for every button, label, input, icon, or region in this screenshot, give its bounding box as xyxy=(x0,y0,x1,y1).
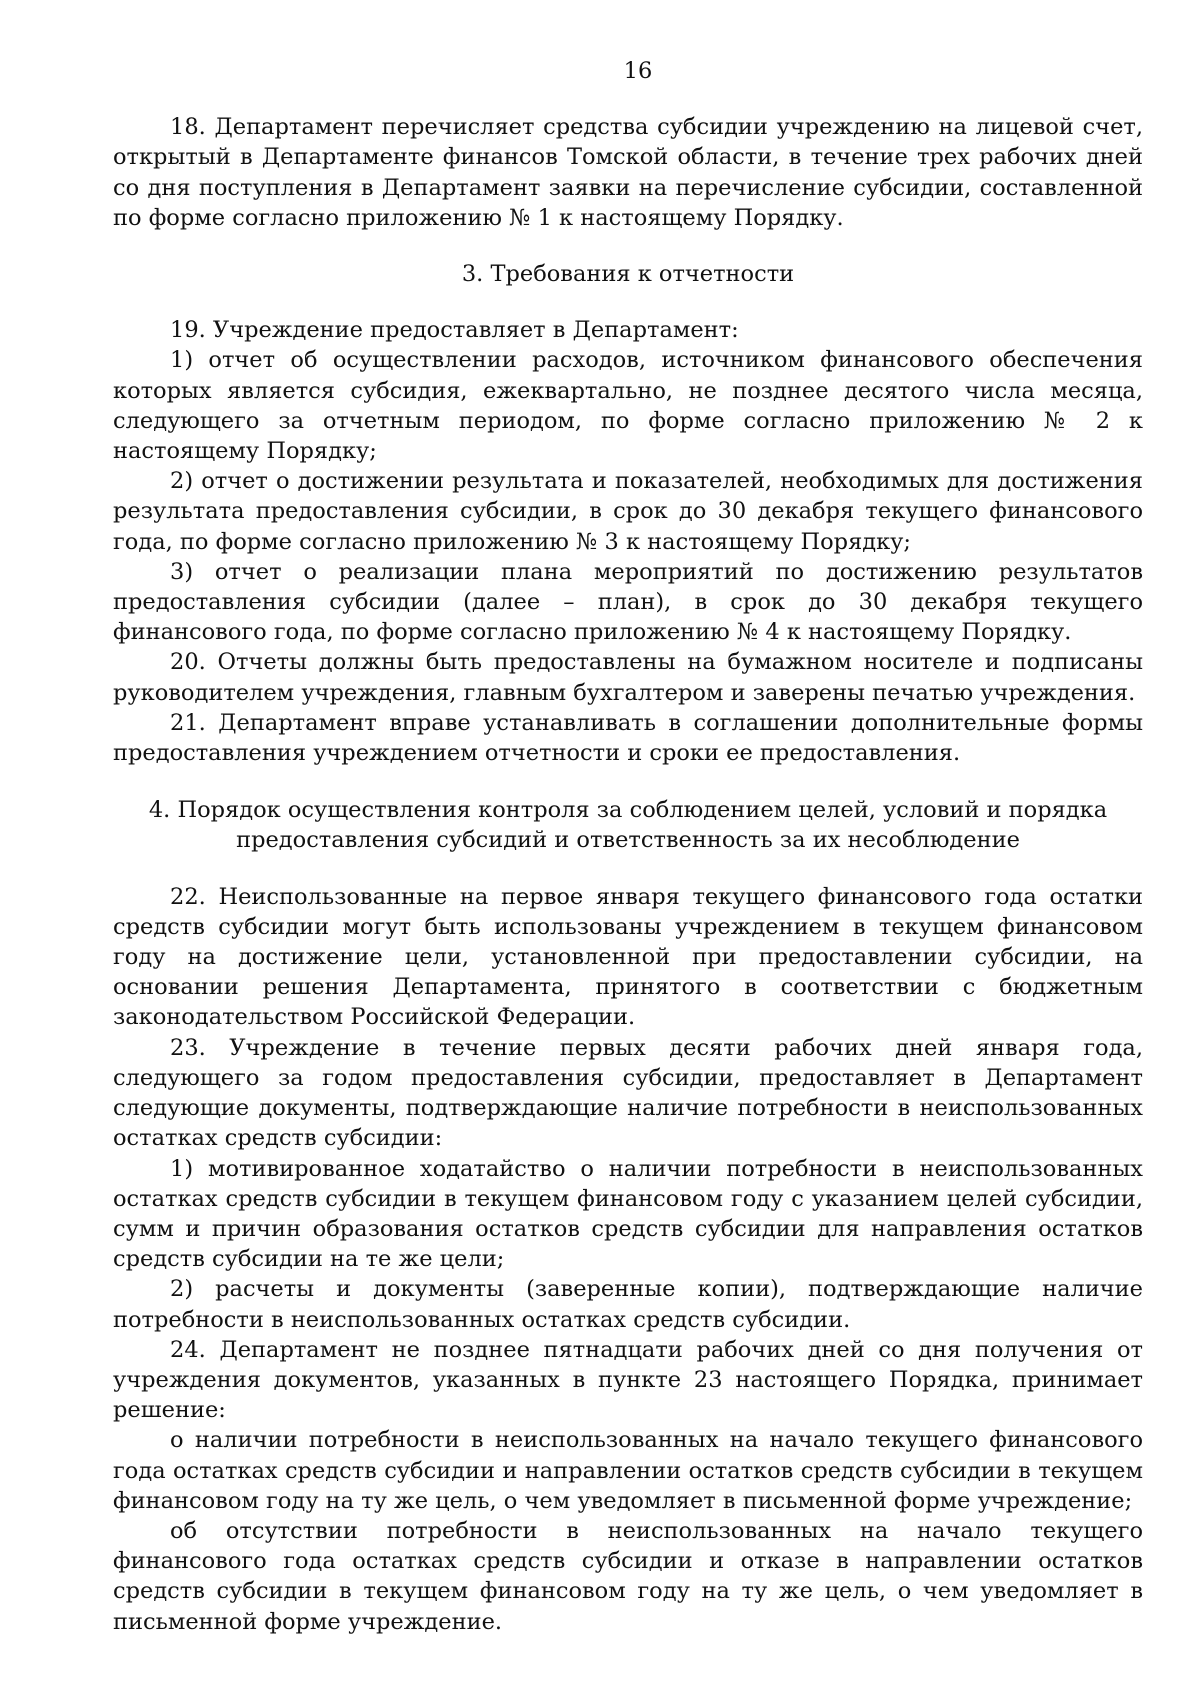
page-number: 16 xyxy=(623,58,653,84)
paragraph-19: 19. Учреждение предоставляет в Департамент: xyxy=(170,317,739,344)
paragraph-19-item-1: 1) отчет об осуществлении расходов, источником финансового обеспечения которых является субсидия, ежеквартально, не позднее десятого числа месяца, следующего за отчетным периодом, по форме согласно приложению № 2 к настоящему Порядку; xyxy=(113,347,1143,465)
paragraph-19-item-2: 2) отчет о достижении результата и показателей, необходимых для достижения результата предоставления субсидии, в срок до 30 декабря текущего финансового года, по форме согласно приложению № 3 к настоящему Порядку; xyxy=(113,468,1143,555)
paragraph-18: 18. Департамент перечисляет средства субсидии учреждению на лицевой счет, открытый в Департаменте финансов Томской области, в течение трех рабочих дней со дня поступления в Департамент заявки на перечисление субсидии, составленной по форме согласно приложению № 1 к настоящему Порядку. xyxy=(113,114,1143,231)
paragraph-22: 22. Неиспользованные на первое января текущего финансового года остатки средств субсидии могут быть использованы учреждением в текущем финансовом году на достижение цели, установленной при предоставлении субсидии, на основании решения Департамента, принятого в соответствии с бюджетным законодательством Российской Федерации. xyxy=(113,883,1143,1031)
paragraph-23-item-2: 2) расчеты и документы (заверенные копии), подтверждающие наличие потребности в неиспользованных остатках средств субсидии. xyxy=(113,1276,1143,1333)
section-4-heading-line-1: 4. Порядок осуществления контроля за соблюдением целей, условий и порядка xyxy=(148,797,1108,824)
paragraph-19-item-3: 3) отчет о реализации плана мероприятий по достижению результатов предоставления субсидии (далее – план), в срок до 30 декабря текущего финансового года, по форме согласно приложению № 4 к настоящему Порядку. xyxy=(113,558,1143,646)
paragraph-23: 23. Учреждение в течение первых десяти рабочих дней января года, следующего за годом предоставления субсидии, предоставляет в Департамент следующие документы, подтверждающие наличие потребности в неиспользованных остатках средств субсидии: xyxy=(113,1034,1143,1152)
section-4-heading-line-2: предоставления субсидий и ответственность за их несоблюдение xyxy=(236,827,1020,854)
paragraph-24: 24. Департамент не позднее пятнадцати рабочих дней со дня получения от учреждения документов, указанных в пункте 23 настоящего Порядка, принимает решение: xyxy=(113,1336,1143,1424)
paragraph-24-decision-b: об отсутствии потребности в неиспользованных на начало текущего финансового года остатках средств субсидии и отказе в направлении остатков средств субсидии в текущем финансовом году на ту же цель, о чем уведомляет в письменной форме учреждение. xyxy=(113,1517,1143,1635)
paragraph-21: 21. Департамент вправе устанавливать в соглашении дополнительные формы предоставления учреждением отчетности и сроки ее предоставления. xyxy=(113,709,1143,767)
section-4-heading xyxy=(143,795,1113,855)
section-3-heading: 3. Требования к отчетности xyxy=(461,261,795,288)
paragraph-23-item-1: 1) мотивированное ходатайство о наличии потребности в неиспользованных остатках средств субсидии в текущем финансовом году с указанием целей субсидии, сумм и причин образования остатков средств субсидии для направления остатков средств субсидии на те же цели; xyxy=(113,1155,1143,1273)
paragraph-20: 20. Отчеты должны быть предоставлены на бумажном носителе и подписаны руководителем учреждения, главным бухгалтером и заверены печатью учреждения. xyxy=(113,649,1143,706)
paragraph-24-decision-a: о наличии потребности в неиспользованных на начало текущего финансового года остатках средств субсидии и направлении остатков средств субсидии в текущем финансовом году на ту же цель, о чем уведомляет в письменной форме учреждение; xyxy=(113,1427,1143,1514)
